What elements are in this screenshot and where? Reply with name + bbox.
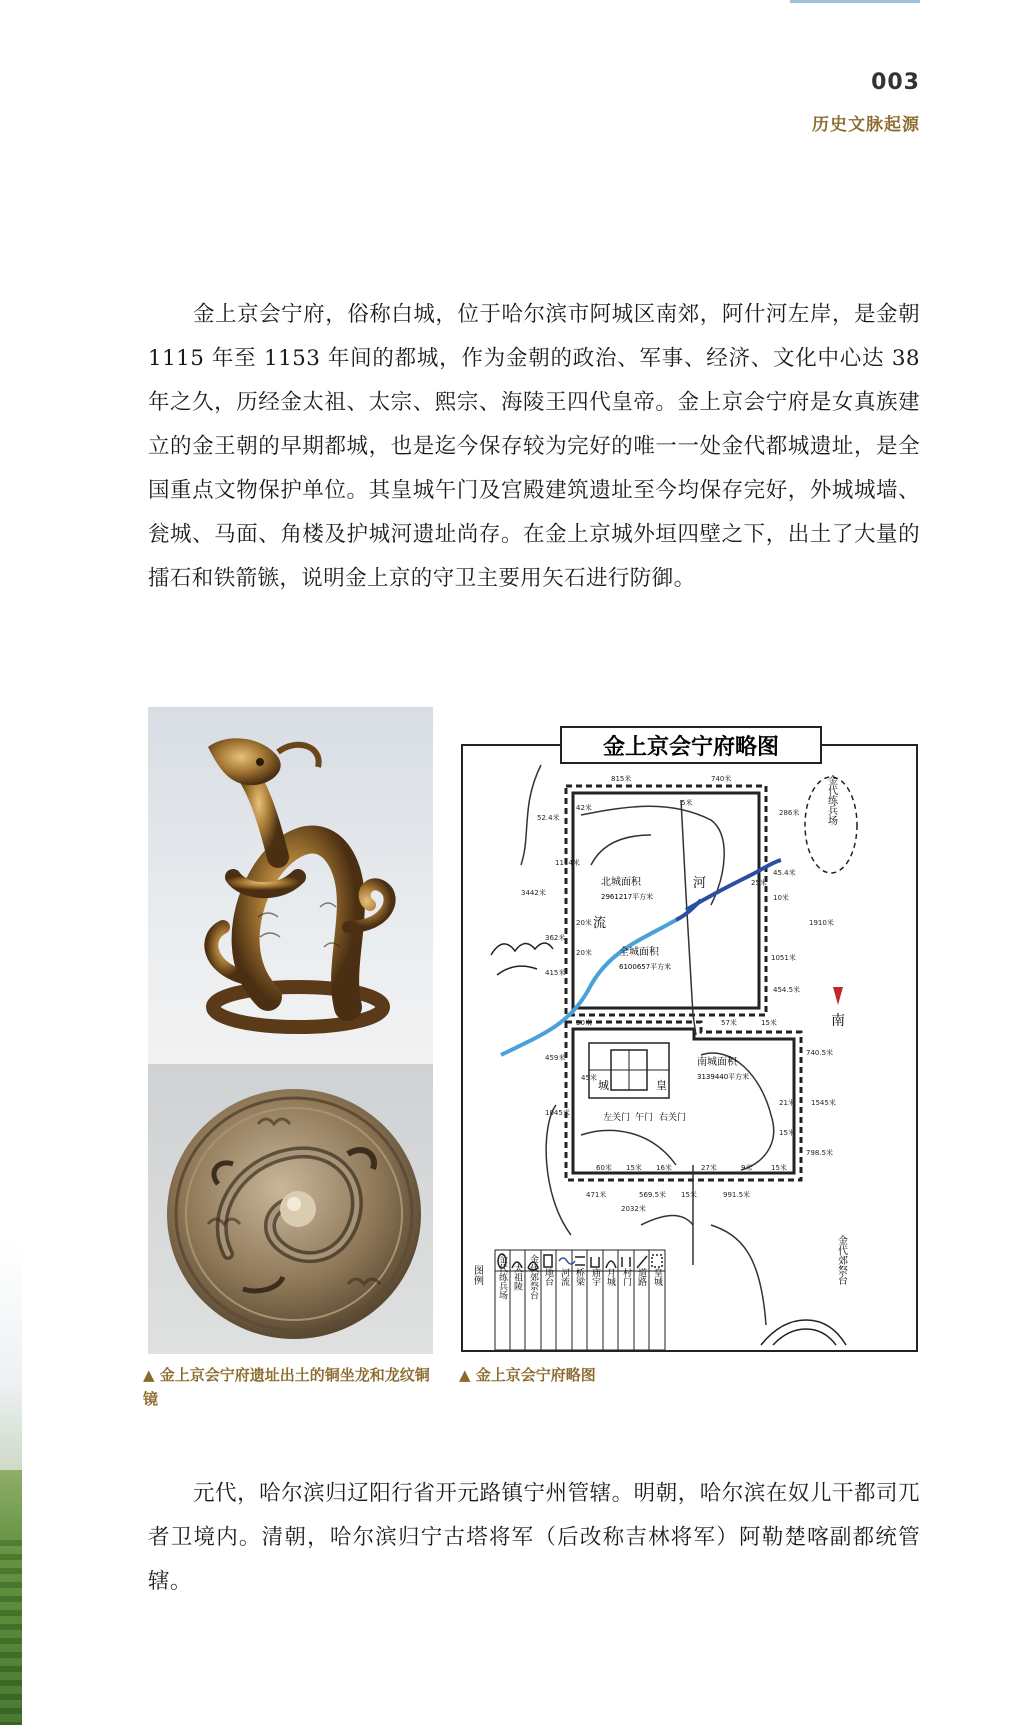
dimension-label: 57米: [721, 1019, 737, 1027]
dimension-label: 15米: [771, 1164, 787, 1172]
dimension-label: 10米: [773, 894, 789, 902]
dimension-label: 454.5米: [773, 986, 801, 994]
city-map: [461, 725, 918, 1353]
dimension-label: 42米: [576, 804, 592, 812]
dimension-label: 1545米: [811, 1099, 836, 1107]
legend-item: 道路: [636, 1268, 646, 1286]
palace-label-2: 皇: [656, 1079, 667, 1092]
dimension-label: 815米: [611, 775, 632, 783]
legend-item: 金代练兵场: [497, 1254, 507, 1300]
strip-field-rows: [0, 1540, 22, 1725]
north-city-label: 北城面积: [601, 877, 641, 888]
dimension-label: 15米: [626, 1164, 642, 1172]
dimension-label: 25米: [751, 879, 767, 887]
dimension-label: 2032米: [621, 1205, 646, 1213]
dimension-label: 20米: [576, 919, 592, 927]
top-tab-marker: [790, 0, 920, 3]
dimension-label: 15米: [761, 1019, 777, 1027]
dimension-label: 286米: [779, 809, 800, 817]
dimension-label: 415米: [545, 969, 566, 977]
dimension-label: 1910米: [809, 919, 834, 927]
direction-label: 南: [831, 1013, 845, 1029]
legend-title: 图例: [471, 1265, 483, 1285]
section-title: 历史文脉起源: [812, 115, 920, 135]
body-paragraph-2: 元代，哈尔滨归辽阳行省开元路镇宁州管辖。明朝，哈尔滨在奴儿干都司兀者卫境内。清朝，哈尔滨归宁古塔将军（后改称吉林将军）阿勒楚喀副都统管辖。: [148, 1481, 920, 1594]
legend-item: 河流: [559, 1268, 569, 1286]
dimension-label: 15米: [779, 1129, 795, 1137]
south-city-label: 南城面积: [697, 1057, 737, 1068]
dimension-label: 991.5米: [723, 1191, 751, 1199]
page-number: 003: [871, 70, 920, 95]
map-legend: [472, 1250, 666, 1350]
dimension-label: 21米: [779, 1099, 795, 1107]
whole-city-area: 6100657平方米: [619, 963, 672, 971]
dimension-label: 740.5米: [806, 1049, 834, 1057]
legend-item: 村门: [621, 1268, 631, 1286]
legend-item: 桥梁: [574, 1268, 584, 1286]
legend-item: 地台: [543, 1268, 553, 1286]
dimension-label: 45.4米: [773, 869, 796, 877]
dimension-label: 362米: [545, 934, 566, 942]
map-title: 金上京会宁府略图: [602, 734, 780, 760]
dimension-label: 45米: [581, 1074, 597, 1082]
photos-caption: ▲ 金上京会宁府遗址出土的铜坐龙和龙纹铜镜: [143, 1366, 430, 1408]
river-label-2: 河: [693, 876, 707, 891]
dimension-label: 1051米: [771, 954, 796, 962]
bronze-dragon-photo: [148, 707, 433, 1064]
legend-item: 太祖陵: [512, 1263, 522, 1291]
dimension-label: 471米: [586, 1191, 607, 1199]
dimension-label: 3442米: [521, 889, 546, 897]
dimension-label: 459米: [545, 1054, 566, 1062]
meridian-gate-label: 午门: [635, 1113, 654, 1123]
north-city-area: 2961217平方米: [601, 893, 654, 901]
whole-city-label: 全城面积: [619, 947, 659, 958]
map-caption: ▲ 金上京会宁府略图: [459, 1366, 596, 1384]
dimension-label: 569.5米: [639, 1191, 667, 1199]
dimension-label: 798.5米: [806, 1149, 834, 1157]
palace-label-1: 城: [598, 1079, 609, 1092]
body-paragraph-1: 金上京会宁府，俗称白城，位于哈尔滨市阿城区南郊，阿什河左岸，是金朝 1115 年至 1153 年间的都城，作为金朝的政治、军事、经济、文化中心达 38 年之久，历经金太祖、太宗、熙宗、海陵王四代皇帝。金上京会宁府是女真族建立的金王朝的早期都城，也是迄今保存较为完好的唯一一处金代都城遗址，是全国重点文物保护单位。其皇城午门及宫殿建筑遗址至今均保存完好，外城城墙、瓮城、马面、角楼及护城河遗址尚存。在金上京城外垣四壁之下，出土了大量的擂石和铁箭镞，说明金上京的守卫主要用矢石进行防御。: [148, 302, 920, 591]
dimension-label: 20米: [576, 949, 592, 957]
dimension-label: 27米: [701, 1164, 717, 1172]
dimension-label: 60米: [596, 1164, 612, 1172]
right-gate-label: 右关门: [659, 1113, 687, 1123]
dragon-mirror-photo: [148, 1064, 433, 1354]
dimension-label: 1114米: [555, 859, 580, 867]
south-city-area: 3139440平方米: [697, 1073, 750, 1081]
dimension-label: 9米: [741, 1164, 753, 1172]
dimension-label: 740米: [711, 775, 732, 783]
river-label-1: 流: [593, 916, 607, 931]
strip-sky: [0, 1240, 22, 1470]
left-gate-label: 左关门: [603, 1113, 631, 1123]
decorative-side-strip: [0, 0, 22, 1725]
legend-item: 皇城: [652, 1268, 662, 1286]
dimension-label: 15米: [681, 1191, 697, 1199]
dimension-label: 1045米: [545, 1109, 570, 1117]
dimension-label: 30米: [576, 1019, 592, 1027]
legend-item: 金代郊祭台: [528, 1254, 538, 1300]
legend-item: 庙宇: [590, 1268, 600, 1286]
training-ground-label: 金代练兵场: [825, 775, 837, 825]
dimension-label: 52.4米: [537, 814, 560, 822]
legend-item: 月城: [605, 1268, 615, 1286]
dimension-label: 16米: [656, 1164, 672, 1172]
altar-label: 金代郊祭台: [835, 1235, 847, 1285]
dimension-label: 5米: [681, 799, 693, 807]
